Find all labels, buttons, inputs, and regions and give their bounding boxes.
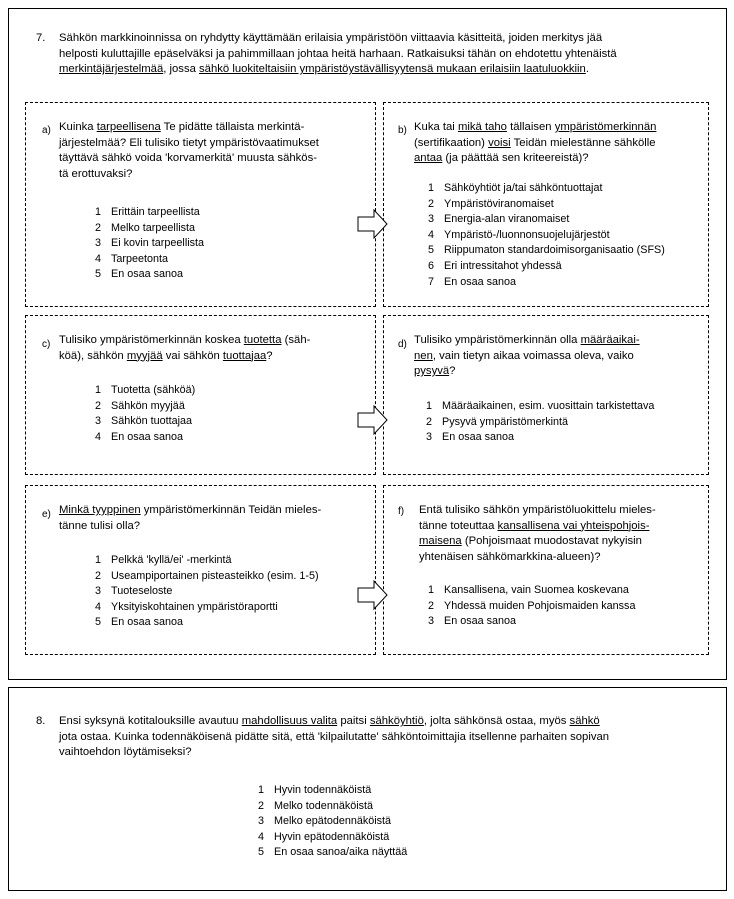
option-number: 2 — [95, 569, 102, 582]
text-segment: Te pidätte tällaista merkintä- — [160, 121, 305, 133]
option-label: Hyvin epätodennäköistä — [274, 830, 390, 843]
option-number: 1 — [428, 182, 435, 194]
question-7-intro — [59, 31, 719, 78]
underlined-text: määräaikai- — [580, 334, 640, 346]
text-segment: köä), sähkön — [59, 349, 127, 362]
text-segment: tänne tulisi olla? — [59, 519, 141, 532]
option-item[interactable] — [428, 599, 635, 615]
option-number: 2 — [426, 415, 433, 428]
arrow-e-to-f-icon — [357, 579, 389, 611]
option-label: Eri intressitahot yhdessä — [444, 259, 562, 272]
option-number: 1 — [95, 206, 102, 218]
underlined-text: tuotetta — [243, 334, 282, 346]
option-number: 4 — [95, 430, 102, 443]
option-item[interactable] — [95, 252, 204, 268]
text-segment: (ja päättää sen kriteereistä)? — [442, 152, 589, 164]
underlined-text: kansallisena vai yhteispohjois- — [497, 519, 650, 532]
option-item[interactable] — [428, 212, 665, 228]
option-item[interactable] — [258, 845, 407, 861]
text-line — [414, 120, 704, 136]
subquestion-b-text — [414, 120, 704, 167]
text-line — [59, 136, 369, 152]
option-item[interactable] — [428, 243, 665, 259]
text-segment: ? — [266, 349, 273, 362]
option-label: En osaa sanoa/aika näyttää — [274, 846, 408, 859]
subquestion-f-text — [419, 503, 707, 565]
option-number: 5 — [95, 616, 102, 629]
text-segment: tä erottuvaksi? — [59, 167, 133, 180]
text-segment: jota ostaa. Kuinka todennäköisenä pidätte sitä, että 'kilpailutatte' sähköntoimittajia itsellenne parhaiten sopivan — [59, 730, 610, 743]
underlined-text: myyjää — [126, 349, 163, 362]
option-item[interactable] — [428, 275, 665, 291]
text-line — [414, 136, 704, 152]
subquestion-f-options — [428, 583, 635, 630]
underlined-text: nen — [414, 349, 433, 362]
option-item[interactable] — [258, 830, 407, 846]
text-line — [419, 519, 707, 535]
text-segment: vai sähkön — [162, 349, 223, 362]
underlined-text: sähkö luokiteltaisiin ympäristöystävällisyytensä mukaan erilaisiin laatuluokkiin — [199, 63, 586, 75]
option-item[interactable] — [95, 205, 204, 221]
option-number: 3 — [428, 615, 435, 628]
option-number: 4 — [428, 228, 435, 241]
text-segment: , jossa — [163, 63, 200, 75]
option-item[interactable] — [428, 197, 665, 213]
text-line — [59, 47, 719, 63]
subquestion-e-options — [95, 553, 319, 631]
text-segment: (säh- — [281, 334, 311, 346]
option-label: Määräaikainen, esim. vuosittain tarkistettava — [442, 400, 655, 412]
text-segment: ? — [449, 365, 456, 377]
option-item[interactable] — [258, 799, 407, 815]
text-line — [414, 333, 704, 349]
subquestion-b-label: b) — [398, 125, 407, 136]
underlined-text: maisena — [419, 535, 462, 547]
subquestion-a-options — [95, 205, 204, 283]
text-line — [59, 519, 369, 535]
option-label: Kansallisena, vain Suomea koskevana — [444, 584, 629, 596]
option-number: 3 — [426, 431, 433, 444]
text-line — [414, 349, 704, 365]
option-item[interactable] — [95, 553, 319, 569]
subquestion-c-options — [95, 383, 195, 445]
option-item[interactable] — [258, 783, 407, 799]
option-number: 1 — [95, 554, 102, 566]
option-label: En osaa sanoa — [111, 430, 184, 443]
text-line — [59, 151, 369, 167]
subquestion-d-text — [414, 333, 704, 380]
text-segment: täyttävä sähkö voida 'korvamerkitä' muusta sähkös- — [59, 152, 317, 164]
option-number: 3 — [95, 237, 102, 250]
text-line — [59, 503, 369, 519]
option-number: 2 — [428, 599, 435, 612]
option-label: Energia-alan viranomaiset — [444, 213, 570, 226]
option-item[interactable] — [426, 399, 654, 415]
option-number: 3 — [258, 815, 265, 828]
option-label: Ei kovin tarpeellista — [111, 237, 205, 250]
option-number: 4 — [258, 830, 265, 843]
option-number: 4 — [95, 600, 102, 613]
option-label: Yksityiskohtainen ympäristöraportti — [111, 600, 278, 613]
option-item[interactable] — [95, 399, 195, 415]
option-item[interactable] — [95, 267, 204, 283]
text-line — [59, 120, 369, 136]
option-number: 2 — [95, 221, 102, 234]
option-number: 5 — [95, 268, 102, 281]
text-line — [59, 730, 719, 746]
option-number: 7 — [428, 275, 435, 288]
option-label: En osaa sanoa — [111, 616, 184, 629]
option-label: Sähkön tuottajaa — [111, 415, 193, 428]
question-8-text — [59, 714, 719, 761]
arrow-c-to-d-icon — [357, 404, 389, 436]
option-label: En osaa sanoa — [111, 268, 184, 281]
option-number: 1 — [95, 384, 102, 396]
option-label: Sähkön myyjää — [111, 399, 185, 412]
text-segment: Teidän mielestänne sähkölle — [510, 136, 656, 149]
option-label: Hyvin todennäköistä — [274, 784, 372, 796]
option-item[interactable] — [95, 430, 195, 446]
underlined-text: sähkö — [569, 715, 600, 727]
option-number: 3 — [95, 585, 102, 598]
option-label: Melko tarpeellista — [111, 221, 196, 234]
text-line — [59, 745, 719, 761]
option-number: 2 — [95, 399, 102, 412]
text-segment: vaihtoehdon löytämiseksi? — [59, 746, 192, 758]
subquestion-a-text — [59, 120, 369, 182]
option-item[interactable] — [95, 615, 319, 631]
option-label: Tarpeetonta — [111, 252, 169, 265]
option-number: 5 — [428, 244, 435, 257]
option-number: 4 — [95, 252, 102, 265]
underlined-text: merkintäjärjestelmää — [59, 63, 164, 75]
option-label: Melko epätodennäköistä — [274, 815, 392, 828]
text-segment: ympäristömerkinnän Teidän mieles- — [140, 504, 322, 516]
option-label: Melko todennäköistä — [274, 799, 374, 812]
option-item[interactable] — [95, 584, 319, 600]
text-line — [414, 364, 704, 380]
option-number: 3 — [95, 415, 102, 428]
underlined-text: pysyvä — [414, 365, 450, 377]
option-number: 5 — [258, 846, 265, 859]
text-segment: , vain tietyn aikaa voimassa oleva, vaiko — [432, 349, 634, 362]
underlined-text: mikä taho — [457, 121, 507, 133]
text-segment: Ensi syksynä kotitalouksille avautuu — [59, 715, 242, 727]
subquestion-c-label: c) — [42, 339, 51, 350]
subquestion-a-label: a) — [42, 125, 51, 136]
option-label: Yhdessä muiden Pohjoismaiden kanssa — [444, 599, 636, 612]
option-item[interactable] — [426, 430, 654, 446]
question-8-options — [258, 783, 407, 861]
text-line — [419, 503, 707, 519]
text-line — [59, 714, 719, 730]
text-line — [414, 151, 704, 167]
underlined-text: antaa — [414, 152, 443, 164]
text-segment: Tulisiko ympäristömerkinnän koskea — [59, 334, 244, 346]
question-7-number: 7. — [36, 32, 46, 44]
underlined-text: ympäristömerkinnän — [554, 121, 657, 133]
text-segment: tällaisen — [506, 121, 555, 133]
option-item[interactable] — [95, 221, 204, 237]
option-number: 2 — [258, 799, 265, 812]
text-line — [419, 534, 707, 550]
option-label: Sähköyhtiöt ja/tai sähköntuottajat — [444, 182, 603, 194]
text-segment: Kuka tai — [414, 121, 458, 133]
option-label: Tuotetta (sähköä) — [111, 384, 196, 396]
text-segment: paitsi — [337, 715, 370, 727]
text-segment: järjestelmää? Eli tulisiko tietyt ympäristövaatimukset — [59, 136, 319, 149]
option-item[interactable] — [426, 415, 654, 431]
option-label: Riippumaton standardoimisorganisaatio (SFS) — [444, 244, 665, 257]
underlined-text: voisi — [488, 136, 511, 149]
underlined-text: tuottajaa — [222, 349, 267, 362]
option-label: Useampiportainen pisteasteikko (esim. 1-5) — [111, 569, 319, 582]
subquestion-c-text — [59, 333, 369, 364]
option-number: 3 — [428, 213, 435, 226]
option-label: En osaa sanoa — [444, 615, 517, 628]
option-number: 1 — [258, 784, 265, 796]
text-segment: Entä tulisiko sähkön ympäristöluokittelu mieles- — [419, 504, 656, 516]
text-segment: Tulisiko ympäristömerkinnän olla — [414, 334, 581, 346]
option-number: 2 — [428, 197, 435, 210]
text-segment: Sähkön markkinoinnissa on ryhdytty käyttämään erilaisia ympäristöön viittaavia käsitteitä, joiden merkitys jää — [59, 32, 603, 44]
option-item[interactable] — [95, 414, 195, 430]
underlined-text: mahdollisuus valita — [241, 715, 338, 727]
text-segment: Kuinka — [59, 121, 97, 133]
text-line — [59, 167, 369, 183]
option-label: Ympäristö-/luonnonsuojelujärjestöt — [444, 228, 610, 241]
subquestion-e-label: e) — [42, 509, 51, 520]
subquestion-e-text — [59, 503, 369, 534]
option-item[interactable] — [258, 814, 407, 830]
option-label: En osaa sanoa — [444, 275, 517, 288]
option-item[interactable] — [95, 600, 319, 616]
text-segment: yhtenäisen sähkömarkkina-alueen)? — [419, 550, 601, 563]
option-item[interactable] — [95, 236, 204, 252]
arrow-a-to-b-icon — [357, 208, 389, 240]
option-item[interactable] — [428, 614, 635, 630]
text-line — [59, 62, 719, 78]
option-item[interactable] — [428, 259, 665, 275]
text-segment: helposti kuluttajille epäselväksi ja pahimmillaan johtaa heitä harhaan. Ratkaisuksi tähän on ehdotettu yhtenäistä — [59, 47, 617, 60]
option-item[interactable] — [95, 383, 195, 399]
text-segment: . — [585, 63, 589, 75]
option-label: Pysyvä ympäristömerkintä — [442, 415, 568, 428]
option-number: 6 — [428, 259, 435, 272]
text-line — [59, 333, 369, 349]
text-line — [59, 349, 369, 365]
text-segment: (sertifikaation) — [414, 136, 489, 149]
subquestion-b-options — [428, 181, 665, 290]
option-number: 1 — [428, 584, 435, 596]
underlined-text: tarpeellisena — [96, 121, 161, 133]
underlined-text: sähköyhtiö — [369, 715, 424, 727]
subquestion-f-label: f) — [398, 506, 405, 517]
underlined-text: Minkä tyyppinen — [59, 504, 141, 516]
option-label: Pelkkä 'kyllä/ei' -merkintä — [111, 554, 232, 566]
option-label: Erittäin tarpeellista — [111, 206, 200, 218]
text-line — [59, 31, 719, 47]
subquestion-d-options — [426, 399, 654, 446]
question-8-number: 8. — [36, 715, 46, 727]
option-item[interactable] — [428, 228, 665, 244]
text-segment: (Pohjoismaat muodostavat nykyisin — [461, 535, 642, 547]
text-line — [419, 550, 707, 566]
option-label: Tuoteseloste — [111, 585, 173, 598]
option-label: En osaa sanoa — [442, 431, 515, 444]
option-number: 1 — [426, 400, 433, 412]
option-item[interactable] — [95, 569, 319, 585]
option-item[interactable] — [428, 583, 635, 599]
option-item[interactable] — [428, 181, 665, 197]
option-label: Ympäristöviranomaiset — [444, 197, 554, 210]
text-segment: tänne toteuttaa — [419, 519, 498, 532]
subquestion-d-label: d) — [398, 339, 407, 350]
text-segment: , jolta sähkönsä ostaa, myös — [423, 715, 570, 727]
